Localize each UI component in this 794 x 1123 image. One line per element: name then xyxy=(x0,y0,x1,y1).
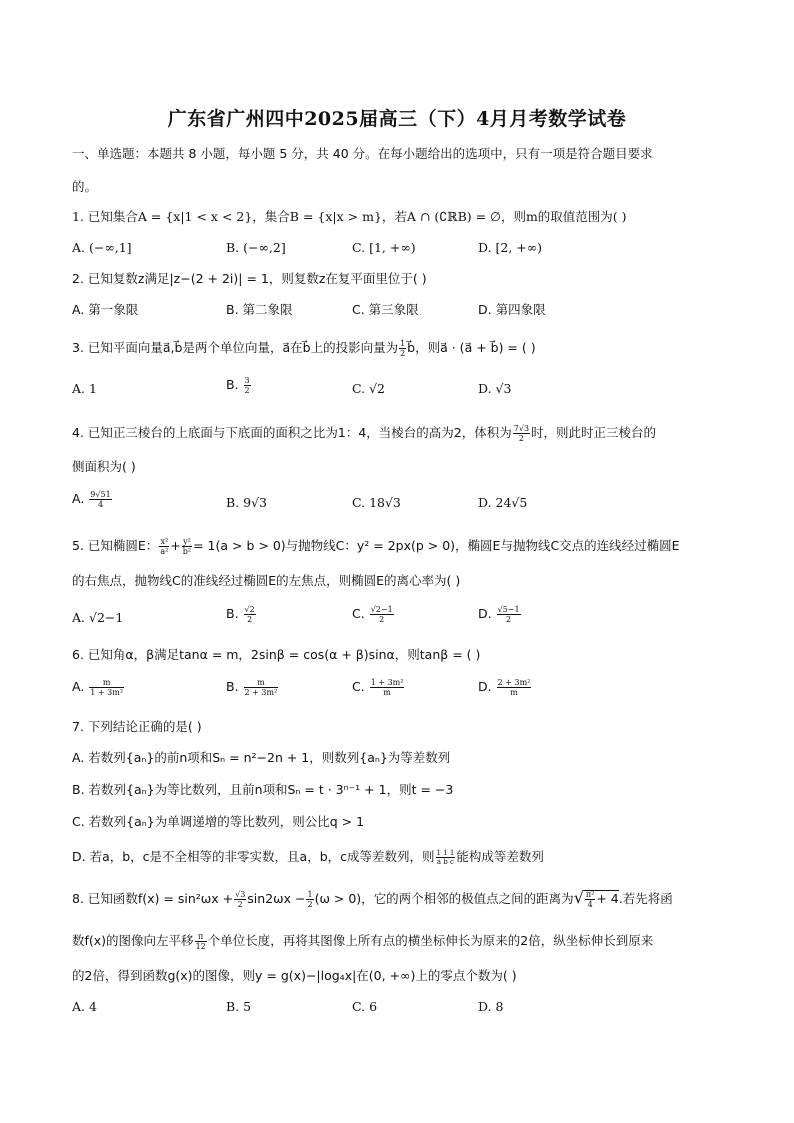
q8-stem-line2: 数f(x)的图像向左平移 $\frac{\pi}{12}$ 个单位长度，再将其图像上所有点的横坐标伸长为原来的2倍，纵坐标伸长到原来 xyxy=(72,932,654,951)
q6-option-c: C. $\frac{\text{1 + 3m²}}{m}$ xyxy=(352,678,404,697)
q7-option-d: D. 若a，b，c是不全相等的非零实数，且a，b，c成等差数列，则 $\frac{1 1 1}{\text{a b c}}$ 能构成等差数列 xyxy=(72,849,544,866)
q6-option-d: D. $\frac{\text{2 + 3m²}}{m}$ xyxy=(478,678,531,697)
q4-option-b: B. 9√3 xyxy=(226,495,268,510)
q2-option-c: C. 第三象限 xyxy=(352,302,419,317)
q8-option-c: C. 6 xyxy=(352,999,378,1014)
q5-option-a: A. √2−1 xyxy=(72,610,124,625)
q4-option-c: C. 18√3 xyxy=(352,495,401,510)
q5-stem: 5. 已知椭圆E： $\frac{\text{x²}}{\text{a²}}$ + $\frac{\text{y²}}{\text{b²}}$ = 1(a > b > 0)与抛物线C：y² = 2px(p > 0)，椭圆E与抛物线C交点的连线经过椭圆E xyxy=(72,537,680,556)
q7-option-b: B. 若数列{aₙ}为等比数列，且前n项和Sₙ = t · 3ⁿ⁻¹ + 1，则t = −3 xyxy=(72,782,454,797)
radicand: $\frac{\text{π²}}{4}$ + 4 xyxy=(585,890,619,909)
q2-option-d: D. 第四象限 xyxy=(478,302,546,317)
q3-option-d: D. √3 xyxy=(478,381,512,396)
q7-option-c: C. 若数列{aₙ}为单调递增的等比数列，则公比q > 1 xyxy=(72,814,365,829)
q1-option-c: C. [1, +∞) xyxy=(352,240,416,255)
q5-stem-cont: 的右焦点，抛物线C的准线经过椭圆E的左焦点，则椭圆E的离心率为( ) xyxy=(72,573,461,588)
q2-option-b: B. 第二象限 xyxy=(226,302,293,317)
page-title: 广东省广州四中2025届高三（下）4月月考数学试卷 xyxy=(167,108,627,130)
q2-stem: 2. 已知复数z满足|z−(2 + 2i)| = 1，则复数z在复平面里位于( ) xyxy=(72,271,427,286)
q5-option-c: C. $\frac{√2-1}{2}$ xyxy=(352,605,393,624)
q1-option-b: B. (−∞,2] xyxy=(226,240,286,255)
q8-option-d: D. 8 xyxy=(478,999,504,1014)
q4-stem-cont: 侧面积为( ) xyxy=(72,459,136,474)
q8-stem-line3: 的2倍，得到函数g(x)的图像，则y = g(x)−|log₄x|在(0, +∞)上的零点个数为( ) xyxy=(72,968,517,983)
q7-stem: 7. 下列结论正确的是( ) xyxy=(72,719,202,734)
q4-option-d: D. 24√5 xyxy=(478,495,528,510)
q3-option-b: B. $\frac{3}{2}$ xyxy=(226,376,250,395)
q8-option-a: A. 4 xyxy=(72,999,97,1014)
q5-option-b: B. $\frac{√2}{2}$ xyxy=(226,605,255,624)
q6-stem: 6. 已知角α，β满足tanα = m，2sinβ = cos(α + β)sinα，则tanβ = ( ) xyxy=(72,647,481,662)
q8-stem: 8. 已知函数f(x) = sin²ωx + $\frac{√3}{2}$ sin2ωx − $\frac{1}{2}$ (ω > 0)，它的两个相邻的极值点之间的距离为√ $\frac{\text{π²}}{4}$ + 4.若先将函 xyxy=(72,888,673,909)
q2-option-a: A. 第一象限 xyxy=(72,302,139,317)
section-heading-cont: 的。 xyxy=(72,179,98,194)
radical-sign: √ xyxy=(573,888,584,907)
section-heading: 一、单选题：本题共 8 小题，每小题 5 分，共 40 分。在每小题给出的选项中，只有一项是符合题目要求 xyxy=(72,146,653,161)
q6-option-a: A. $\frac{m}{\text{1 + 3m²}}$ xyxy=(72,678,124,697)
q3-fraction: $\frac{1}{2}$ xyxy=(400,339,406,358)
q3-option-c: C. √2 xyxy=(352,381,385,396)
q6-option-b: B. $\frac{m}{\text{2 + 3m²}}$ xyxy=(226,678,278,697)
q7-option-a: A. 若数列{aₙ}的前n项和Sₙ = n²−2n + 1，则数列{aₙ}为等差数列 xyxy=(72,750,451,765)
q8-option-b: B. 5 xyxy=(226,999,252,1014)
q1-stem: 1. 已知集合A = {x|1 < x < 2}，集合B = {x|x > m}，若A ∩ (∁ℝB) = ∅，则m的取值范围为( ) xyxy=(72,209,627,224)
q4-stem: 4. 已知正三棱台的上底面与下底面的面积之比为1：4，当棱台的高为2，体积为 $\frac{7√3}{2}$ 时，则此时正三棱台的 xyxy=(72,424,657,443)
q3-stem: 3. 已知平面向量a⃗,b⃗是两个单位向量，a⃗在b⃗上的投影向量为 $\frac{1}{2}$ b⃗，则a⃗ · (a⃗ + b⃗) = ( ) xyxy=(72,339,536,358)
q5-option-d: D. $\frac{√5-1}{2}$ xyxy=(478,605,520,624)
q1-option-a: A. (−∞,1] xyxy=(72,240,132,255)
q1-option-d: D. [2, +∞) xyxy=(478,240,543,255)
q4-option-a: A. $\frac{9√51}{4}$ xyxy=(72,490,111,509)
q3-option-a: A. 1 xyxy=(72,381,97,396)
